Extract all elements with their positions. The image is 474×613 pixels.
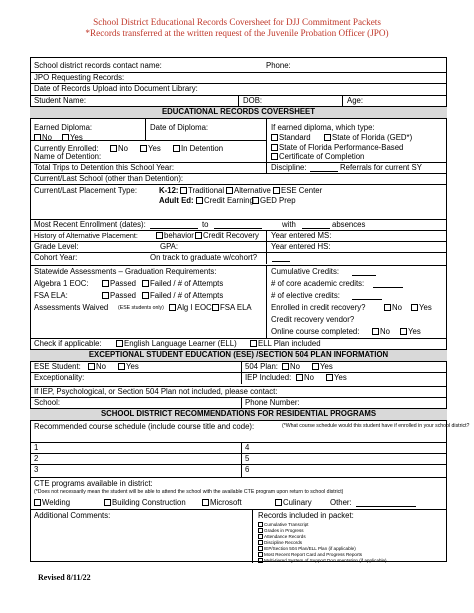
enrolled-yes-label: Yes	[148, 144, 161, 153]
records-list	[258, 522, 387, 564]
absences-label: absences	[332, 220, 366, 229]
microsoft-checkbox[interactable]	[202, 499, 209, 506]
page-title: School District Educational Records Coversheet for DJJ Commitment Packets	[93, 17, 381, 27]
ese-section-header: EXCEPTIONAL STUDENT EDUCATION (ESE) /SECTION 504 PLAN INFORMATION	[30, 349, 447, 361]
ell-checkbox[interactable]	[116, 340, 123, 347]
course-num-5: 5	[245, 454, 250, 463]
enroll-end-blank[interactable]	[214, 221, 262, 229]
phone-number-label: Phone Number:	[245, 398, 300, 407]
records-included-label: Records included in packet:	[258, 511, 354, 520]
waived-note: (ESE students only)	[118, 305, 164, 311]
credit-recovery-checkbox[interactable]	[195, 232, 202, 239]
plan-504-no-checkbox[interactable]	[282, 363, 289, 370]
record-label: Attendance Records	[264, 534, 306, 539]
diploma-no-label: No	[42, 133, 52, 142]
upload-label: Date of Records Upload into Document Library:	[34, 84, 198, 93]
iep-no-label: No	[304, 373, 314, 382]
check-if-label: Check if applicable:	[34, 339, 102, 348]
additional-comments-label: Additional Comments:	[34, 511, 111, 520]
school-row	[30, 397, 447, 408]
enrolled-no-checkbox[interactable]	[110, 145, 117, 152]
record-label: Discipline Records	[264, 540, 303, 545]
record-checkbox[interactable]	[258, 540, 263, 545]
credit-recovery-label: Credit Recovery	[203, 231, 259, 240]
currently-enrolled-label: Currently Enrolled:	[34, 144, 99, 153]
ged-checkbox[interactable]	[324, 134, 331, 141]
course-num-1: 1	[34, 443, 39, 452]
grade-row	[30, 241, 447, 252]
waived-label: Assessments Waived	[34, 303, 109, 312]
on-track-label: On track to graduate w/cohort?	[150, 253, 258, 262]
contact-label: School district records contact name:	[34, 61, 162, 70]
discipline-label: Discipline:	[271, 163, 307, 172]
recovery-no-label: No	[392, 303, 402, 312]
exceptionality-label: Exceptionality:	[34, 373, 85, 382]
record-label: Most Recent Report Card and Progress Reports	[264, 552, 363, 557]
alg-eoc-checkbox[interactable]	[169, 304, 176, 311]
course-row-2	[30, 453, 447, 464]
fsa-ela-label: FSA ELA:	[34, 291, 68, 300]
assessments-block	[30, 265, 447, 338]
recovery-yes-checkbox[interactable]	[411, 304, 418, 311]
ell-label: English Language Learner (ELL)	[124, 339, 237, 348]
plan-504-yes-label: Yes	[320, 362, 333, 371]
welding-label: Welding	[42, 498, 71, 507]
enrolled-recovery-label: Enrolled in credit recovery?	[271, 303, 366, 312]
traditional-checkbox[interactable]	[180, 187, 187, 194]
recovery-no-checkbox[interactable]	[384, 304, 391, 311]
elective-blank[interactable]	[352, 292, 382, 300]
online-no-label: No	[380, 327, 390, 336]
iep-yes-label: Yes	[334, 373, 347, 382]
page-subtitle: *Records transferred at the written request of the Juvenile Probation Officer (JPO)	[85, 28, 389, 38]
recovery-yes-label: Yes	[419, 303, 432, 312]
grade-level-label: Grade Level:	[34, 242, 79, 251]
recommended-block	[30, 420, 470, 442]
core-credits-label: # of core academic credits:	[271, 279, 365, 288]
enrolled-yes-checkbox[interactable]	[140, 145, 147, 152]
jpo-row	[30, 72, 447, 83]
dob-label: DOB:	[243, 96, 263, 105]
placement-row	[30, 184, 447, 206]
credit-earning-label: Credit Earning	[204, 196, 254, 205]
school-label: School:	[34, 398, 61, 407]
record-label: Grades in Progress	[264, 528, 304, 533]
ese-yes-label: Yes	[126, 362, 139, 371]
record-checkbox[interactable]	[258, 522, 263, 527]
referrals-label: Referrals for current SY	[340, 163, 422, 172]
other-label: Other:	[330, 498, 352, 507]
last-school-row	[30, 173, 447, 184]
diploma-block	[30, 118, 447, 152]
standard-checkbox[interactable]	[271, 134, 278, 141]
welding-checkbox[interactable]	[34, 499, 41, 506]
alternative-label: Alternative	[234, 186, 271, 195]
year-hs-label: Year entered HS:	[271, 242, 331, 251]
with-label: with	[282, 220, 296, 229]
culinary-checkbox[interactable]	[275, 499, 282, 506]
placement-type-label: Current/Last Placement Type:	[34, 186, 138, 195]
fsa-ela-waived-checkbox[interactable]	[212, 304, 219, 311]
standard-label: Standard	[279, 133, 311, 142]
plan-504-no-label: No	[290, 362, 300, 371]
ese-student-label: ESE Student:	[34, 362, 81, 371]
online-yes-label: Yes	[408, 327, 421, 336]
alg-eoc-label: Alg I EOC	[177, 303, 212, 312]
ell-plan-checkbox[interactable]	[250, 340, 257, 347]
performance-label: State of Florida Performance-Based	[279, 143, 404, 152]
behavior-checkbox[interactable]	[156, 232, 163, 239]
ged-label: State of Florida (GED*)	[332, 133, 413, 142]
cte-label: CTE programs available in district:	[34, 479, 153, 488]
other-blank[interactable]	[356, 499, 416, 507]
record-label: Multi-tiered System of Support Documentation (if applicable)	[264, 558, 387, 563]
algebra-failed-label: Failed / # of Attempts	[150, 279, 224, 288]
edu-section-header: EDUCATIONAL RECORDS COVERSHEET	[30, 106, 447, 118]
recovery-vendor-label: Credit recovery vendor?	[271, 315, 355, 324]
record-checkbox[interactable]	[258, 552, 263, 557]
enroll-start-blank[interactable]	[150, 221, 198, 229]
core-blank[interactable]	[373, 280, 403, 288]
in-detention-label: In Detention	[181, 144, 224, 153]
date-of-diploma-label: Date of Diploma:	[150, 123, 209, 132]
microsoft-label: Microsoft	[210, 498, 242, 507]
discipline-blank[interactable]	[310, 164, 338, 172]
course-num-6: 6	[245, 465, 250, 474]
cumulative-blank[interactable]	[352, 268, 376, 276]
if-iep-row	[30, 386, 447, 397]
building-label: Building Construction	[112, 498, 186, 507]
ell-plan-label: ELL Plan included	[258, 339, 321, 348]
to-label: to	[202, 220, 209, 229]
history-row	[30, 230, 447, 241]
record-checkbox[interactable]	[258, 534, 263, 539]
ese-yes-checkbox[interactable]	[118, 363, 125, 370]
contact-row	[30, 61, 447, 71]
algebra-passed-label: Passed	[110, 279, 137, 288]
fsa-failed-label: Failed / # of Attempts	[150, 291, 224, 300]
k12-label: K-12:	[159, 186, 179, 195]
total-trips-label: Total Trips to Detention this School Year:	[34, 163, 174, 172]
record-checkbox[interactable]	[258, 528, 263, 533]
course-row-1	[30, 442, 447, 453]
detention-row	[30, 152, 447, 162]
culinary-label: Culinary	[283, 498, 312, 507]
ese-no-label: No	[96, 362, 106, 371]
ese-center-label: ESE Center	[281, 186, 323, 195]
credit-earning-checkbox[interactable]	[196, 197, 203, 204]
cte-block	[30, 477, 447, 509]
student-row	[30, 95, 447, 106]
behavior-label: behavior	[164, 231, 194, 240]
alternative-checkbox[interactable]	[226, 187, 233, 194]
course-num-4: 4	[245, 443, 250, 452]
exceptionality-row	[30, 372, 447, 383]
absences-blank[interactable]	[302, 221, 330, 229]
algebra-passed-checkbox[interactable]	[102, 280, 109, 287]
phone-label: Phone:	[266, 61, 291, 70]
recent-enrollment-label: Most Recent Enrollment (dates):	[34, 220, 146, 229]
record-checkbox[interactable]	[258, 546, 263, 551]
fsa-failed-checkbox[interactable]	[142, 292, 149, 299]
fsa-ela-waived-label: FSA ELA	[220, 303, 252, 312]
if-earned-label: If earned diploma, which type:	[271, 123, 375, 132]
if-iep-label: If IEP, Psychological, or Section 504 Plan not included, please contact:	[34, 387, 278, 396]
comments-block	[30, 509, 447, 562]
ese-no-checkbox[interactable]	[88, 363, 95, 370]
certificate-checkbox[interactable]	[271, 153, 278, 160]
cte-note: (*Does not necessarily mean the student will be able to attend the school with the available CTE program upon return to school district)	[34, 489, 344, 495]
plan-504-label: 504 Plan:	[245, 362, 278, 371]
enrolled-no-label: No	[118, 144, 128, 153]
plan-504-yes-checkbox[interactable]	[312, 363, 319, 370]
ged-prep-label: GED Prep	[260, 196, 296, 205]
elective-credits-label: # of elective credits:	[271, 291, 340, 300]
name-of-detention-label: Name of Detention:	[34, 152, 102, 161]
iep-no-checkbox[interactable]	[296, 374, 303, 381]
history-alt-label: History of Alternative Placement:	[34, 231, 138, 240]
statewide-label: Statewide Assessments – Graduation Requirements:	[34, 267, 217, 276]
adult-ed-label: Adult Ed:	[159, 196, 194, 205]
fsa-passed-checkbox[interactable]	[102, 292, 109, 299]
revised-date: Revised 8/11/22	[38, 573, 91, 582]
recommended-question: (*What course schedule would this student have if enrolled in your school district?	[282, 423, 470, 429]
course-num-2: 2	[34, 454, 39, 463]
building-checkbox[interactable]	[104, 499, 111, 506]
ese-student-row	[30, 361, 447, 372]
in-detention-checkbox[interactable]	[173, 145, 180, 152]
on-track-blank[interactable]	[272, 254, 290, 262]
fsa-passed-label: Passed	[110, 291, 137, 300]
trips-row	[30, 162, 447, 173]
online-no-checkbox[interactable]	[372, 328, 379, 335]
record-label: IEP/Section 504 Plan/ELL Plan (if applicable)	[264, 546, 356, 551]
algebra-failed-checkbox[interactable]	[142, 280, 149, 287]
course-num-3: 3	[34, 465, 39, 474]
gpa-label: GPA:	[160, 242, 179, 251]
iep-yes-checkbox[interactable]	[326, 374, 333, 381]
cohort-year-label: Cohort Year:	[34, 253, 78, 262]
ged-prep-checkbox[interactable]	[252, 197, 259, 204]
iep-included-label: IEP Included:	[245, 373, 292, 382]
rec-section-header: SCHOOL DISTRICT RECOMMENDATIONS FOR RESIDENTIAL PROGRAMS	[30, 408, 447, 420]
algebra-label: Algebra 1 EOC:	[34, 279, 89, 288]
certificate-label: Certificate of Completion	[279, 152, 365, 161]
recommended-label: Recommended course schedule (include course title and code):	[34, 422, 255, 431]
performance-checkbox[interactable]	[271, 144, 278, 151]
online-course-label: Online course completed:	[271, 327, 360, 336]
student-label: Student Name:	[34, 96, 87, 105]
online-yes-checkbox[interactable]	[400, 328, 407, 335]
last-school-label: Current/Last School (other than Detention):	[34, 174, 184, 183]
diploma-yes-label: Yes	[70, 133, 83, 142]
record-checkbox[interactable]	[258, 558, 263, 563]
cumulative-credits-label: Cumulative Credits:	[271, 267, 340, 276]
record-item	[258, 558, 387, 564]
traditional-label: Traditional	[188, 186, 225, 195]
course-row-3	[30, 464, 447, 475]
applicable-row	[30, 338, 447, 349]
cohort-row	[30, 252, 447, 263]
year-ms-label: Year entered MS:	[271, 231, 332, 240]
enrollment-dates-row	[30, 219, 447, 230]
upload-row	[30, 83, 447, 94]
age-label: Age:	[347, 96, 364, 105]
ese-center-checkbox[interactable]	[273, 187, 280, 194]
jpo-label: JPO Requesting Records:	[34, 73, 125, 82]
earned-diploma-label: Earned Diploma:	[34, 123, 93, 132]
record-label: Cumulative Transcript	[264, 522, 309, 527]
